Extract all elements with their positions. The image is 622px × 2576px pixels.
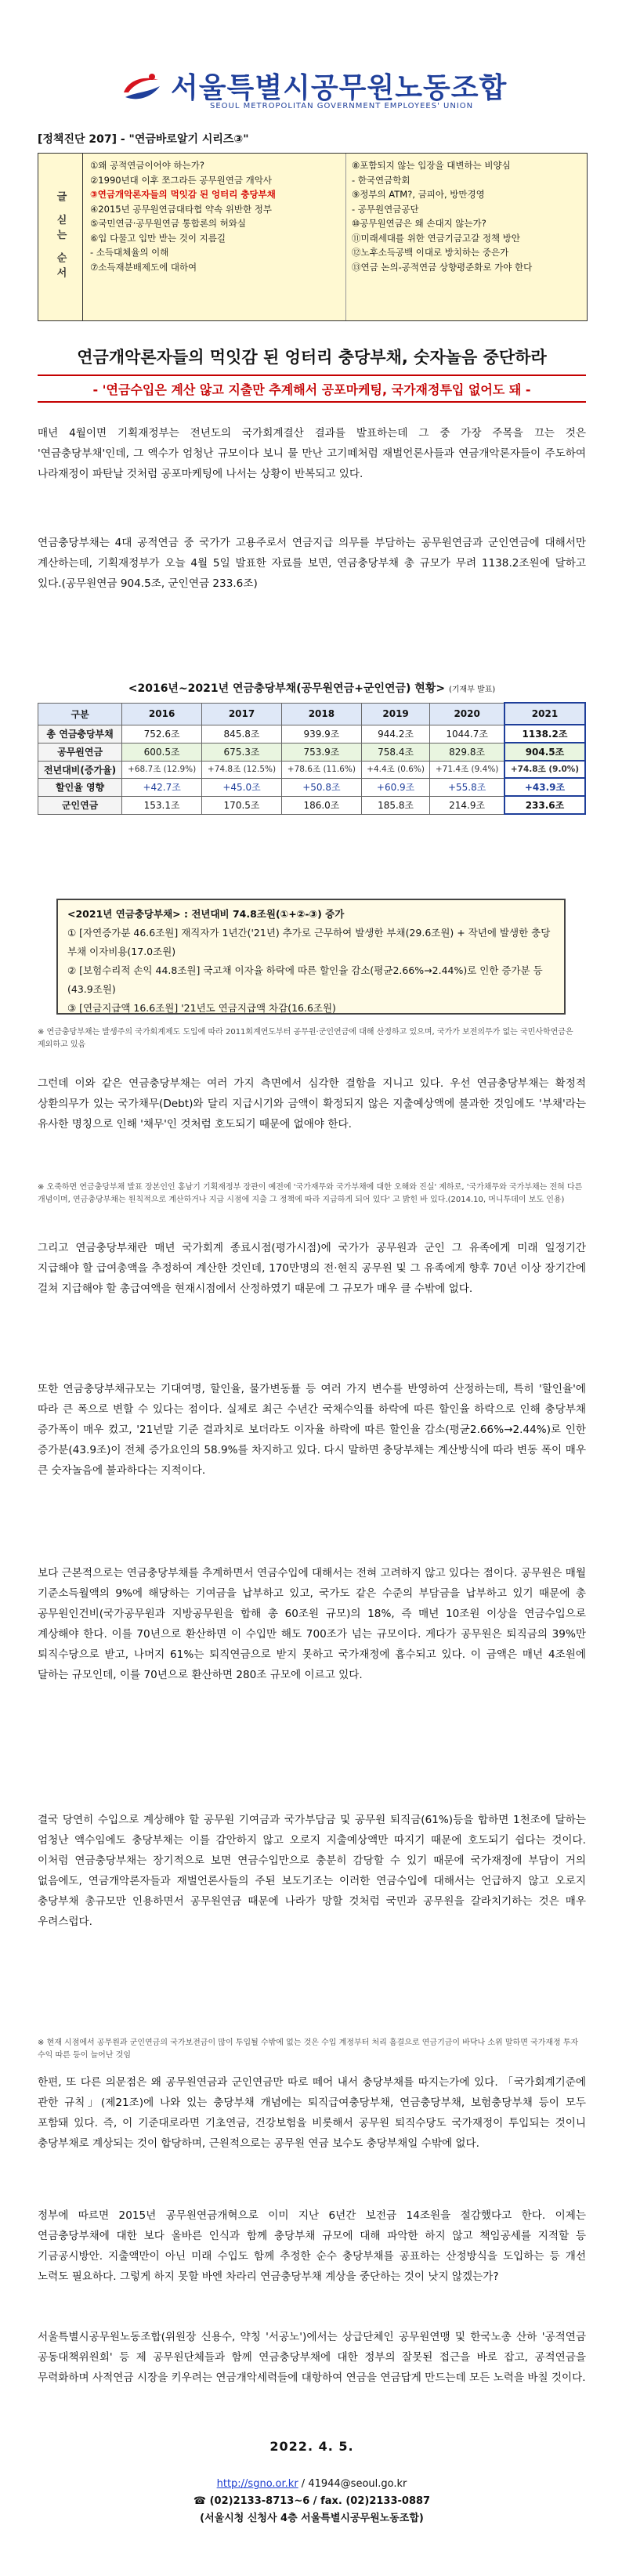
- website-link[interactable]: http://sgno.or.kr: [216, 2478, 298, 2490]
- debt-table: [38, 702, 586, 815]
- issue-date: 2022. 4. 5.: [269, 2439, 354, 2454]
- table-cell: +71.4조 (9.4%): [430, 761, 504, 778]
- table-column-header: 2018: [281, 703, 361, 725]
- toc-item: ⑬연금 논의-공적연금 상향평준화로 가야 한다: [352, 261, 533, 273]
- table-row-label: 군인연금: [38, 796, 122, 814]
- table-cell: +4.4조 (0.6%): [361, 761, 429, 778]
- toc-item: ⑫노후소득공백 이대로 방치하는 중은가: [352, 247, 509, 258]
- table-cell: +45.0조: [202, 778, 282, 796]
- toc-item: ⑨정부의 ATM?, 금피아, 방만경영: [352, 189, 485, 200]
- table-cell: 186.0조: [281, 796, 361, 814]
- note-1: ※ 연금충당부채는 발생주의 국가회계제도 도입에 따라 2011회계연도부터 공무원·군인연금에 대해 산정하고 있으며, 국가가 보전의무가 없는 국민사학연금은 제외하고 있음: [38, 1028, 573, 1049]
- paragraph-1: 매년 4월이면 기획재정부는 전년도의 국가회계결산 결과를 발표하는데 그 중 가장 주목을 끄는 것은 '연금충당부채'인데, 그 액수가 엄청난 규모이다 보니 물 만난 고기떼처럼 재벌언론사들과 연금개악론자들이 주도하여 나라재정이 파탄날 것처럼 공포마케팅에 나서는 상황이 반복되고 있다.: [38, 427, 586, 480]
- table-cell: 214.9조: [430, 796, 504, 814]
- paragraph-4: 그리고 연금충당부채란 매년 국가회계 종료시점(평가시점)에 국가가 공무원과 군인 그 유족에게 미래 일정기간 지급해야 할 급여총액을 추정하여 계산한 것인데, 170만명의 전·현직 공무원 및 그 유족에게 향후 70년 이상 장기간에 걸쳐 지급해야 할 총급여액을 현재시점에서 산정하였기 때문에 그 규모가 매우 클 수밖에 없다.: [38, 1242, 586, 1295]
- address: (서울시청 신청사 4층 서울특별시공무원노동조합): [200, 2513, 424, 2524]
- box-2021-title: <2021년 연금충당부채> : 전년대비 74.8조원(①+②-③) 증가: [67, 908, 345, 920]
- table-cell: +60.9조: [361, 778, 429, 796]
- table-cell: 753.9조: [281, 743, 361, 761]
- table-cell: 758.4조: [361, 743, 429, 761]
- headline-rule-top: [38, 374, 586, 376]
- table-cell: 1138.2조: [504, 725, 585, 743]
- toc-right-column: [352, 158, 532, 274]
- table-cell: 1044.7조: [430, 725, 504, 743]
- toc-item: ⑥입 다물고 입만 받는 것이 지름길: [90, 232, 226, 244]
- toc-item: - 공무원연금공단: [352, 203, 419, 215]
- box-2021-breakdown: [56, 899, 566, 1015]
- phone-fax: ☎ (02)2133-8713~6 / fax. (02)2133-0887: [193, 2495, 431, 2507]
- table-cell: +55.8조: [430, 778, 504, 796]
- table-unit: (기재부 발표): [448, 686, 496, 694]
- series-toc: [38, 153, 588, 321]
- toc-item: - 한국연금학회: [352, 174, 410, 186]
- box-2021-line-3: ③ [연금지급액 16.6조원] '21년도 연금지급액 차감(16.6조원): [67, 1002, 336, 1014]
- table-row: [38, 796, 586, 814]
- org-name-en: SEOUL METROPOLITAN GOVERNMENT EMPLOYEES' UNION: [210, 102, 474, 110]
- toc-item: ②1990년대 이후 쪼그라든 공무원연금 개악사: [90, 174, 272, 186]
- table-cell: 185.8조: [361, 796, 429, 814]
- paragraph-5: 또한 연금충당부채규모는 기대여명, 할인율, 물가변동률 등 여러 가지 변수를 반영하여 산정하는데, 특히 '할인율'에 따라 큰 폭으로 변할 수 있다는 점이다. 실제로 최근 수년간 국채수익률 하락에 따른 할인율 하락으로 인해 충당부채 증가폭이 매우 컸고, '21년말 기준 결과치로 보더라도 이자율 하락에 따른 할인율 감소(평균2.66%→2.44%)로 인한 증가분(43.9조)이 전체 증가요인의 58.9%를 차지하고 있다. 다시 말하면 충당부채는 계산방식에 따라 변동 폭이 매우 큰 숫자놀음에 불과하다는 지적이다.: [38, 1383, 586, 1477]
- table-row: [38, 743, 586, 761]
- table-row-label: 총 연금충당부채: [38, 725, 122, 743]
- toc-item: ⑩공무원연금은 왜 손대지 않는가?: [352, 218, 486, 229]
- table-row-label: 공무원연금: [38, 743, 122, 761]
- union-logo: [118, 63, 509, 118]
- table-cell: 904.5조: [504, 743, 585, 761]
- table-cell: 939.9조: [281, 725, 361, 743]
- box-2021-line-1: ① [자연증가분 46.6조원] 재직자가 1년간('21년) 추가로 근무하여 발생한 부채(29.6조원) + 작년에 발생한 충당부채 이자비용(17.0조원): [67, 927, 551, 957]
- note-3: ※ 현재 시점에서 공무원과 군인연금의 국가보전금이 많이 투입될 수밖에 없는 것은 수입 계정부터 처리 흠결으로 연금기금이 바닥나 소위 말하면 국가재정 투자 수익 따른 등이 늘어난 것임: [38, 2039, 579, 2060]
- note-2: ※ 오죽하면 연금충당부채 발표 장본인인 홍남기 기획재정부 장관이 예전에 '국가재무와 국가부채에 대한 오해와 진실' 제하로, '국가채무와 국가부채는 전혀 다른 개념이며, 연금충당부채는 원칙적으로 계산하거나 지급 시점에 지출 그 정책에 따라 지급하게 되어 있다' 고 밝힌 바 있다.(2014.10, 머니투데이 보도 인용): [38, 1183, 583, 1204]
- paragraph-7: 결국 당연히 수입으로 계상해야 할 공무원 기여금과 국가부담금 및 공무원 퇴직금(61%)등을 합하면 1천조에 달하는 엄청난 액수임에도 충당부채는 이를 감안하지 않고 오로지 지출예상액만 따지기 때문에 호도되기 쉽다는 것이다. 이처럼 연금충당부채는 장기적으로 보면 연금수입만으로 충분히 감당할 수 있기 때문에 국가재정에 부담이 거의 없음에도, 연금개악론자들과 재벌언론사들의 주된 보도기조는 이러한 연금수입에 대해서는 언급하지 않고 오로지 충당부채 총규모만 인용하면서 공무원연금 때문에 나라가 망할 것처럼 국민과 공무원을 갈라치기하는 것은 매우 우려스럽다.: [38, 1814, 586, 1928]
- toc-item: ⑧포함되지 않는 입장을 대변하는 비양심: [352, 160, 511, 171]
- toc-item: ③연금개악론자들의 먹잇감 된 엉터리 충당부채: [90, 189, 276, 200]
- table-row: [38, 761, 586, 778]
- table-cell: +43.9조: [504, 778, 585, 796]
- table-cell: +78.6조 (11.6%): [281, 761, 361, 778]
- table-cell: 829.8조: [430, 743, 504, 761]
- table-column-header: 2021: [504, 703, 585, 725]
- paragraph-10: 서울특별시공무원노동조합(위원장 신용수, 약칭 '서공노')에서는 상급단체인 공무원연맹 및 한국노총 산하 '공적연금 공동대책위원회' 등 제 공무원단체들과 함께 연금충당부채에 대한 정부의 잘못된 접근을 바로 잡고, 공적연금을 무력화하며 사적연금 시장을 키우려는 연금개악세력들에 대항하여 연금을 연금답게 만드는데 모든 노력을 바칠 것이다.: [38, 2331, 586, 2384]
- table-column-header: 2020: [430, 703, 504, 725]
- paragraph-9: 정부에 따르면 2015년 공무원연금개혁으로 이미 지난 6년간 보전금 14조원을 절감했다고 한다. 이제는 연금충당부채에 대한 보다 올바른 인식과 함께 충당부채 규모에 대해 파악한 하지 않고 책임공세를 지적할 등 기금공시방안. 지출액만이 아닌 미래 수입도 함께 추정한 순수 충당부채를 공표하는 산정방식을 도입하는 등 개선 노력도 필요하다. 그렇게 하지 못할 바엔 차라리 연금충당부채 계상을 중단하는 것이 낫지 않겠는가?: [38, 2209, 586, 2283]
- toc-divider: [345, 154, 346, 320]
- toc-item: ④2015년 공무원연금대타협 약속 위반한 정부: [90, 203, 272, 215]
- table-cell: 153.1조: [122, 796, 202, 814]
- toc-item: ⑤국민연금·공무원연금 통합론의 허와실: [90, 218, 247, 229]
- table-row: [38, 778, 586, 796]
- table-cell: 944.2조: [361, 725, 429, 743]
- paragraph-8: 한편, 또 다른 의문점은 왜 공무원연금과 군인연금만 따로 떼어 내서 충당부채를 따지는가에 있다. 「국가회계기준에 관한 규칙」(제21조)에 나와 있는 충당부채 개념에는 퇴직급여충당부채, 연금충당부채, 보험충당부채 등이 모두 포함돼 있다. 즉, 이 기준대로라면 기초연금, 건강보험을 비롯해서 공무원 퇴직수당도 국가재정이 투입되는 것이니 충당부채로 계상되는 것이 합당하며, 근원적으로는 공무원 연금 보수도 충당부채일 수밖에 없다.: [38, 2076, 586, 2150]
- table-column-header: 2017: [202, 703, 282, 725]
- table-cell: 845.8조: [202, 725, 282, 743]
- table-caption: [38, 680, 586, 696]
- toc-item: - 소득대체율의 이해: [90, 247, 169, 258]
- table-row-label: 전년대비(증가율): [38, 761, 122, 778]
- table-header-row: [38, 703, 586, 725]
- union-emblem-icon: [118, 69, 165, 108]
- table-cell: 675.3조: [202, 743, 282, 761]
- table-cell: 233.6조: [504, 796, 585, 814]
- toc-item: ⑦소득재분배제도에 대하여: [90, 261, 197, 273]
- table-cell: 170.5조: [202, 796, 282, 814]
- table-column-header: 2016: [122, 703, 202, 725]
- paragraph-2: 연금충당부채는 4대 공적연금 중 국가가 고용주로서 연금지급 의무를 부담하는 공무원연금과 군인연금에 대해서만 계산하는데, 기획재정부가 오늘 4월 5일 발표한 자료를 보면, 연금충당부채 총 규모가 무려 1138.2조원에 달하고 있다.(공무원연금 904.5조, 군인연금 233.6조): [38, 537, 586, 590]
- table-cell: 600.5조: [122, 743, 202, 761]
- toc-item: ①왜 공적연금이어야 하는가?: [90, 160, 204, 171]
- table-title: <2016년~2021년 연금충당부채(공무원연금+군인연금) 현황>: [128, 682, 446, 695]
- table-column-header: 구분: [38, 703, 122, 725]
- table-body: [38, 725, 586, 814]
- table-cell: +50.8조: [281, 778, 361, 796]
- series-label: [정책진단 207] - "연금바로알기 시리즈③": [38, 133, 249, 146]
- table-row-label: 할인율 영향: [38, 778, 122, 796]
- table-column-header: 2019: [361, 703, 429, 725]
- org-name: 서울특별시공무원노동조합: [171, 72, 508, 104]
- table-cell: +68.7조 (12.9%): [122, 761, 202, 778]
- table-cell: 752.6조: [122, 725, 202, 743]
- toc-item: ⑪미래세대를 위한 연금기금고갈 정책 방안: [352, 232, 520, 244]
- table-cell: +74.8조 (9.0%): [504, 761, 585, 778]
- box-2021-line-2: ② [보험수리적 손익 44.8조원] 국고채 이자율 하락에 따른 할인율 감소(평균2.66%→2.44%)로 인한 증가분 등(43.9조원): [67, 964, 543, 995]
- headline: 연금개악론자들의 먹잇감 된 엉터리 충당부채, 숫자놀음 중단하라: [77, 348, 547, 367]
- paragraph-3: 그런데 이와 같은 연금충당부채는 여러 가지 측면에서 심각한 결함을 지니고 있다. 우선 연금충당부채는 확정적 상환의무가 있는 국가채무(Debt)와 달리 지급시기와 금액이 확정되지 않은 지출예상액에 불과한 것임에도 '부채'라는 유사한 명칭으로 인해 '채무'인 것처럼 호도되기 때문에 없애야 한다.: [38, 1077, 586, 1131]
- table-row: [38, 725, 586, 743]
- toc-left-column: [90, 158, 276, 274]
- subhead: - '연금수입은 계산 않고 지출만 추계해서 공포마케팅, 국가재정투입 없어도 돼 -: [92, 382, 531, 397]
- table-cell: +42.7조: [122, 778, 202, 796]
- email-text: / 41944@seoul.go.kr: [298, 2478, 407, 2490]
- toc-label: 글 싣는 순서: [38, 154, 83, 320]
- headline-rule-bottom: [38, 401, 586, 403]
- table-cell: +74.8조 (12.5%): [202, 761, 282, 778]
- paragraph-6: 보다 근본적으로는 연금충당부채를 추계하면서 연금수입에 대해서는 전혀 고려하지 않고 있다는 점이다. 공무원은 매월 기준소득월액의 9%에 해당하는 기여금을 납부하고 있고, 국가도 같은 수준의 부담금을 납부하고 있기 때문에 총 공무원인건비(국가공무원과 지방공무원을 합해 총 60조원 규모)의 18%, 즉 매년 10조원 이상을 연금수입으로 계상해야 한다. 이를 70년으로 환산하면 이 수입만 해도 700조가 넘는 규모이다. 게다가 공무원은 퇴직금의 39%만 퇴직수당으로 받고, 나머지 61%는 퇴직연금으로 받지 못하고 국가재정에 흡수되고 있다. 이 금액은 매년 4조원에 달하는 규모인데, 이를 70년으로 환산하면 280조 규모에 이르고 있다.: [38, 1567, 586, 1681]
- contact-info: [38, 2476, 586, 2527]
